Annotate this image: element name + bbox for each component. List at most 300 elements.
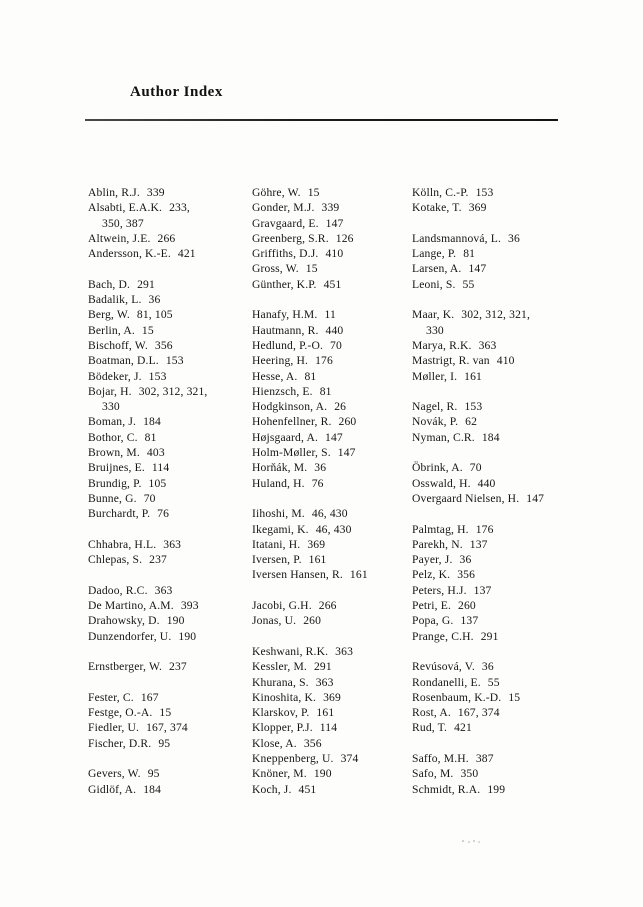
title-rule <box>85 119 558 121</box>
entry-name: Palmtag, H. <box>412 522 469 536</box>
entry-name: Ablin, R.J. <box>88 186 140 199</box>
index-entry <box>412 200 584 215</box>
entry-name: Rud, T. <box>412 721 448 735</box>
entry-name: Boatman, D.L. <box>88 354 159 368</box>
entry-pages: 81, 105 <box>136 308 173 322</box>
index-entry <box>252 353 410 368</box>
entry-name: Horňák, M. <box>252 461 308 475</box>
entry-name: Klose, A. <box>252 736 297 750</box>
index-entry <box>412 231 584 246</box>
index-entry <box>252 369 410 384</box>
entry-pages: 339 <box>146 186 165 199</box>
entry-pages: 266 <box>318 599 337 613</box>
entry-pages: 291 <box>313 660 332 674</box>
entry-name: Kotake, T. <box>412 201 462 215</box>
index-entry <box>252 307 410 322</box>
entry-pages: 161 <box>308 553 327 567</box>
entry-name: Iversen Hansen, R. <box>252 568 343 582</box>
entry-pages: 403 <box>146 446 165 460</box>
index-entry-continuation <box>88 399 250 414</box>
entry-name: Nagel, R. <box>412 400 458 414</box>
entry-name: Hesse, A. <box>252 369 298 383</box>
entry-name: Hohenfellner, R. <box>252 415 332 429</box>
index-entry <box>412 629 584 644</box>
index-entry <box>412 598 584 613</box>
index-entry <box>88 445 250 460</box>
index-column <box>252 185 410 797</box>
index-entry <box>412 185 584 200</box>
entry-pages: 46, 430 <box>311 507 348 521</box>
entry-name: Badalik, L. <box>88 293 142 307</box>
entry-pages: 451 <box>298 782 317 796</box>
index-entry <box>252 200 410 215</box>
entry-name: Bothor, C. <box>88 430 138 444</box>
index-entry <box>88 323 250 338</box>
entry-pages: 36 <box>508 231 520 245</box>
index-entry <box>412 522 584 537</box>
index-entry <box>88 384 250 399</box>
entry-name: Nyman, C.R. <box>412 430 475 444</box>
entry-pages: 237 <box>169 660 187 674</box>
entry-name: Rosenbaum, K.-D. <box>412 690 502 704</box>
entry-pages: 26 <box>334 400 347 414</box>
entry-name: Popa, G. <box>412 614 454 628</box>
entry-pages: 356 <box>457 568 476 582</box>
index-entry <box>252 231 410 246</box>
entry-pages: 55 <box>462 277 475 291</box>
entry-pages: 387 <box>475 751 494 765</box>
entry-name: Revúsová, V. <box>412 660 475 674</box>
index-entry <box>412 766 584 781</box>
entry-name: Rondanelli, E. <box>412 675 481 689</box>
index-entry <box>412 430 584 445</box>
entry-name: Burchardt, P. <box>88 507 151 521</box>
index-entry <box>88 231 250 246</box>
index-entry <box>88 353 250 368</box>
entry-pages: 291 <box>137 277 155 291</box>
entry-pages: 260 <box>338 415 357 429</box>
entry-name: Peters, H.J. <box>412 583 467 597</box>
entry-name: Ikegami, K. <box>252 522 309 536</box>
index-entry <box>412 690 584 705</box>
entry-name: Festge, O.-A. <box>88 706 153 720</box>
index-entry <box>412 659 584 674</box>
entry-pages: 36 <box>148 293 161 307</box>
entry-pages: 36 <box>459 553 472 567</box>
entry-pages: 237 <box>149 553 167 567</box>
index-entry <box>412 460 584 475</box>
index-entry <box>88 476 250 491</box>
entry-pages: 95 <box>147 767 160 781</box>
entry-name: Hanafy, H.M. <box>252 308 318 322</box>
index-entry <box>252 720 410 735</box>
entry-name: Dadoo, R.C. <box>88 583 148 597</box>
entry-name: Bödeker, J. <box>88 369 142 383</box>
entry-name: Holm-Møller, S. <box>252 446 331 460</box>
entry-name: Günther, K.P. <box>252 277 317 291</box>
index-entry <box>252 659 410 674</box>
entry-pages: 190 <box>178 629 197 643</box>
index-entry <box>88 338 250 353</box>
entry-name: Marya, R.K. <box>412 338 472 352</box>
entry-pages: 184 <box>143 782 162 796</box>
entry-pages: 363 <box>478 338 497 352</box>
entry-name: Koch, J. <box>252 782 292 796</box>
entry-name: Berlin, A. <box>88 323 135 337</box>
entry-name: Lange, P. <box>412 247 457 261</box>
entry-pages: 176 <box>315 354 333 368</box>
index-column <box>88 185 250 797</box>
index-entry <box>252 460 410 475</box>
index-entry <box>252 476 410 491</box>
entry-name: Chlepas, S. <box>88 553 143 567</box>
index-entry <box>412 705 584 720</box>
index-entry <box>88 613 250 628</box>
entry-pages: 76 <box>157 507 170 521</box>
entry-name: Griffiths, D.J. <box>252 247 319 261</box>
index-entry <box>252 613 410 628</box>
entry-name: Alsabti, E.A.K. <box>88 201 163 215</box>
entry-pages: 369 <box>307 537 326 551</box>
entry-pages: 81 <box>463 247 476 261</box>
index-entry <box>412 537 584 552</box>
entry-pages: 184 <box>143 415 161 429</box>
entry-pages: 440 <box>477 476 496 490</box>
entry-pages: 153 <box>148 369 167 383</box>
entry-pages: 147 <box>468 262 487 276</box>
index-entry <box>412 782 584 797</box>
index-entry <box>252 690 410 705</box>
entry-name: Hautmann, R. <box>252 323 319 337</box>
entry-name: Safo, M. <box>412 767 454 781</box>
entry-pages: 15 <box>159 706 172 720</box>
entry-pages: 76 <box>311 476 324 490</box>
entry-pages: 330 <box>102 400 120 414</box>
entry-pages: 95 <box>158 736 171 750</box>
entry-pages: 190 <box>166 614 185 628</box>
entry-name: Bischoff, W. <box>88 338 148 352</box>
entry-name: Bunne, G. <box>88 491 137 505</box>
index-entry <box>88 460 250 475</box>
entry-pages: 302, 312, 321, <box>461 308 531 322</box>
entry-pages: 410 <box>325 247 344 261</box>
index-entry <box>412 675 584 690</box>
index-entry <box>412 583 584 598</box>
entry-name: Altwein, J.E. <box>88 231 151 245</box>
index-entry <box>88 782 250 797</box>
entry-name: Bruijnes, E. <box>88 461 145 475</box>
index-entry <box>412 414 584 429</box>
index-entry <box>252 246 410 261</box>
entry-pages: 356 <box>154 338 173 352</box>
entry-pages: 260 <box>303 614 322 628</box>
entry-name: Fischer, D.R. <box>88 736 152 750</box>
entry-pages: 266 <box>157 231 176 245</box>
index-entry <box>88 307 250 322</box>
entry-pages: 36 <box>314 461 327 475</box>
entry-name: Gidlöf, A. <box>88 782 137 796</box>
entry-pages: 161 <box>464 369 482 383</box>
entry-pages: 137 <box>460 614 479 628</box>
entry-pages: 161 <box>349 568 368 582</box>
entry-name: Öbrink, A. <box>412 461 463 475</box>
entry-name: Hedlund, P.-O. <box>252 338 324 352</box>
index-entry <box>412 567 584 582</box>
entry-pages: 199 <box>487 782 506 796</box>
entry-pages: 153 <box>165 354 184 368</box>
entry-pages: 147 <box>337 446 356 460</box>
entry-pages: 350, 387 <box>102 216 144 230</box>
index-entry <box>252 552 410 567</box>
entry-name: Mastrigt, R. van <box>412 354 490 368</box>
index-entry <box>88 246 250 261</box>
entry-pages: 147 <box>325 430 343 444</box>
index-entry <box>88 185 250 200</box>
entry-pages: 421 <box>454 721 472 735</box>
index-entry <box>252 338 410 353</box>
entry-pages: 260 <box>458 599 476 613</box>
entry-pages: 440 <box>325 323 344 337</box>
entry-pages: 36 <box>481 660 494 674</box>
index-entry <box>252 751 410 766</box>
entry-name: Ernstberger, W. <box>88 660 163 674</box>
entry-pages: 369 <box>323 690 341 704</box>
index-entry <box>252 384 410 399</box>
entry-name: Göhre, W. <box>252 186 301 199</box>
entry-name: Boman, J. <box>88 415 137 429</box>
entry-name: Rost, A. <box>412 706 451 720</box>
entry-pages: 11 <box>324 308 336 322</box>
entry-name: Chhabra, H.L. <box>88 537 157 551</box>
index-entry <box>252 399 410 414</box>
entry-pages: 15 <box>307 186 320 199</box>
entry-pages: 184 <box>481 430 500 444</box>
entry-name: Jonas, U. <box>252 614 297 628</box>
entry-pages: 137 <box>473 583 492 597</box>
entry-pages: 161 <box>316 706 335 720</box>
index-entry <box>252 675 410 690</box>
index-entry <box>252 782 410 797</box>
entry-name: Bach, D. <box>88 277 131 291</box>
entry-pages: 363 <box>163 537 182 551</box>
entry-pages: 410 <box>496 354 515 368</box>
entry-name: Greenberg, S.R. <box>252 231 329 245</box>
entry-name: Parekh, N. <box>412 537 463 551</box>
index-entry <box>88 200 250 215</box>
entry-name: Fester, C. <box>88 690 134 704</box>
entry-pages: 291 <box>480 629 499 643</box>
index-entry <box>412 552 584 567</box>
entry-pages: 153 <box>464 400 483 414</box>
entry-pages: 167 <box>140 690 159 704</box>
entry-pages: 147 <box>325 216 344 230</box>
index-entry <box>252 185 410 200</box>
page-title: Author Index <box>130 84 223 100</box>
index-entry <box>252 766 410 781</box>
entry-name: Leoni, S. <box>412 277 456 291</box>
entry-name: Overgaard Nielsen, H. <box>412 491 520 505</box>
entry-pages: 70 <box>469 461 482 475</box>
index-entry <box>88 736 250 751</box>
entry-pages: 339 <box>321 201 340 215</box>
entry-name: Larsen, A. <box>412 262 462 276</box>
entry-pages: 137 <box>469 537 488 551</box>
entry-pages: 190 <box>313 767 332 781</box>
entry-name: Hienzsch, E. <box>252 384 313 398</box>
entry-name: De Martino, A.M. <box>88 599 174 613</box>
index-entry-continuation <box>412 323 584 338</box>
index-entry <box>412 369 584 384</box>
index-entry <box>88 583 250 598</box>
index-entry <box>88 369 250 384</box>
index-entry <box>412 491 584 506</box>
entry-pages: 356 <box>303 736 322 750</box>
entry-pages: 70 <box>330 338 342 352</box>
index-entry <box>412 751 584 766</box>
entry-name: Gravgaard, E. <box>252 216 319 230</box>
index-entry <box>252 216 410 231</box>
entry-name: Gonder, M.J. <box>252 201 315 215</box>
entry-pages: 15 <box>305 262 318 276</box>
entry-name: Kessler, M. <box>252 660 307 674</box>
index-entry <box>412 720 584 735</box>
index-entry <box>88 629 250 644</box>
entry-name: Keshwani, R.K. <box>252 644 329 658</box>
entry-pages: 451 <box>323 277 342 291</box>
entry-name: Kölln, C.-P. <box>412 186 469 199</box>
entry-pages: 363 <box>335 644 354 658</box>
index-entry <box>88 537 250 552</box>
index-entry <box>412 261 584 276</box>
index-entry <box>88 491 250 506</box>
entry-name: Dunzendorfer, U. <box>88 629 172 643</box>
index-entry <box>252 705 410 720</box>
entry-name: Itatani, H. <box>252 537 301 551</box>
index-entry <box>88 659 250 674</box>
index-entry <box>88 414 250 429</box>
entry-name: Brown, M. <box>88 446 140 460</box>
index-entry <box>252 522 410 537</box>
entry-name: Huland, H. <box>252 476 305 490</box>
index-entry <box>252 323 410 338</box>
entry-pages: 62 <box>465 415 478 429</box>
index-entry <box>412 399 584 414</box>
index-entry <box>88 766 250 781</box>
index-entry <box>88 720 250 735</box>
entry-pages: 81 <box>319 384 332 398</box>
entry-pages: 55 <box>487 675 500 689</box>
entry-name: Iihoshi, M. <box>252 507 305 521</box>
entry-name: Jacobi, G.H. <box>252 599 312 613</box>
entry-pages: 393 <box>180 599 199 613</box>
entry-name: Schmidt, R.A. <box>412 782 481 796</box>
entry-name: Andersson, K.-E. <box>88 247 171 261</box>
entry-pages: 363 <box>315 675 334 689</box>
index-entry <box>252 736 410 751</box>
entry-pages: 114 <box>151 461 170 475</box>
entry-pages: 15 <box>508 690 521 704</box>
index-entry <box>252 445 410 460</box>
index-entry <box>412 338 584 353</box>
entry-name: Hodgkinson, A. <box>252 400 328 414</box>
index-entry <box>88 552 250 567</box>
scan-artifact <box>462 839 482 843</box>
index-entry <box>88 430 250 445</box>
index-entry <box>412 307 584 322</box>
entry-pages: 167, 374 <box>146 721 188 735</box>
entry-pages: 147 <box>526 491 545 505</box>
index-entry <box>252 261 410 276</box>
index-entry <box>88 292 250 307</box>
entry-pages: 176 <box>475 522 494 536</box>
index-entry <box>88 690 250 705</box>
index-entry <box>412 277 584 292</box>
entry-name: Berg, W. <box>88 308 130 322</box>
index-entry <box>412 246 584 261</box>
entry-name: Fiedler, U. <box>88 721 140 735</box>
entry-name: Klarskov, P. <box>252 706 310 720</box>
index-entry <box>412 476 584 491</box>
entry-pages: 350 <box>460 767 479 781</box>
entry-name: Landsmannová, L. <box>412 231 502 245</box>
entry-name: Gross, W. <box>252 262 299 276</box>
entry-name: Khurana, S. <box>252 675 309 689</box>
entry-name: Bojar, H. <box>88 384 132 398</box>
index-entry <box>88 277 250 292</box>
entry-name: Møller, I. <box>412 369 458 383</box>
entry-pages: 369 <box>468 201 487 215</box>
entry-pages: 153 <box>475 186 494 199</box>
index-entry <box>88 598 250 613</box>
entry-name: Pelz, K. <box>412 568 451 582</box>
entry-pages: 114 <box>319 721 338 735</box>
index-entry <box>88 506 250 521</box>
index-entry-continuation <box>88 216 250 231</box>
entry-name: Iversen, P. <box>252 553 302 567</box>
entry-name: Højsgaard, A. <box>252 430 319 444</box>
entry-name: Petri, E. <box>412 599 452 613</box>
index-entry <box>252 506 410 521</box>
entry-name: Brundig, P. <box>88 476 142 490</box>
entry-pages: 126 <box>335 231 354 245</box>
entry-name: Prange, C.H. <box>412 629 474 643</box>
entry-name: Heering, H. <box>252 354 309 368</box>
entry-name: Drahowsky, D. <box>88 614 160 628</box>
entry-name: Osswald, H. <box>412 476 471 490</box>
index-entry <box>412 613 584 628</box>
index-entry <box>88 705 250 720</box>
entry-pages: 233, <box>169 201 190 215</box>
index-entry <box>252 567 410 582</box>
entry-name: Knöner, M. <box>252 767 307 781</box>
entry-name: Klopper, P.J. <box>252 721 313 735</box>
entry-pages: 81 <box>304 369 317 383</box>
index-entry <box>252 414 410 429</box>
entry-name: Novák, P. <box>412 415 459 429</box>
entry-pages: 70 <box>143 491 156 505</box>
index-entry <box>412 353 584 368</box>
index-entry <box>252 537 410 552</box>
entry-name: Kneppenberg, U. <box>252 751 334 765</box>
index-entry <box>252 430 410 445</box>
entry-pages: 15 <box>141 323 154 337</box>
entry-name: Saffo, M.H. <box>412 751 469 765</box>
entry-pages: 363 <box>154 583 173 597</box>
index-entry <box>252 277 410 292</box>
entry-pages: 302, 312, 321, <box>138 384 208 398</box>
entry-pages: 167, 374 <box>457 706 500 720</box>
index-column <box>412 185 584 797</box>
